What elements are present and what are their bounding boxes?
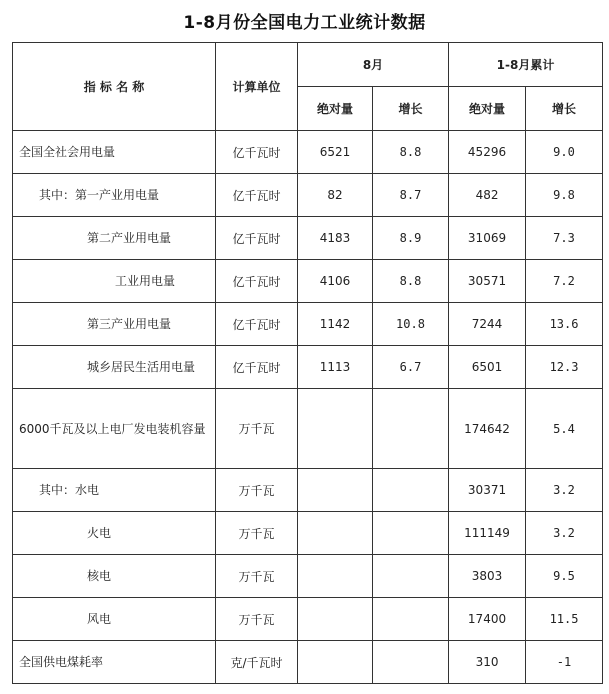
row-unit: 万千瓦 [216,389,298,469]
header-indicator: 指 标 名 称 [13,43,216,131]
row-cumulative-absolute: 6501 [449,346,526,389]
row-cumulative-growth: 9.0 [526,131,603,174]
row-month-growth: 8.8 [373,131,449,174]
row-name: 工业用电量 [13,260,216,303]
row-month-growth: 8.8 [373,260,449,303]
row-month-growth [373,512,449,555]
row-month-growth: 8.9 [373,217,449,260]
row-month-growth [373,641,449,684]
row-cumulative-growth: 9.8 [526,174,603,217]
table-row [13,389,603,469]
header-month-growth: 增长 [373,87,449,131]
row-cumulative-growth: 9.5 [526,555,603,598]
row-cumulative-absolute: 310 [449,641,526,684]
row-cumulative-absolute: 45296 [449,131,526,174]
row-cumulative-absolute: 30371 [449,469,526,512]
table-row [13,598,603,641]
row-month-growth: 8.7 [373,174,449,217]
header-cumulative-growth: 增长 [526,87,603,131]
row-cumulative-absolute: 30571 [449,260,526,303]
table-row [13,555,603,598]
row-month-absolute: 6521 [298,131,373,174]
table-row [13,512,603,555]
row-unit: 亿千瓦时 [216,131,298,174]
table-row [13,131,603,174]
row-month-growth: 6.7 [373,346,449,389]
row-month-absolute [298,641,373,684]
row-unit: 亿千瓦时 [216,303,298,346]
row-cumulative-absolute: 31069 [449,217,526,260]
row-month-absolute [298,512,373,555]
row-cumulative-absolute: 3803 [449,555,526,598]
row-month-absolute: 82 [298,174,373,217]
row-month-absolute: 4106 [298,260,373,303]
row-cumulative-growth: 12.3 [526,346,603,389]
table-row [13,641,603,684]
row-cumulative-growth: 13.6 [526,303,603,346]
row-cumulative-growth: 3.2 [526,512,603,555]
header-month-absolute: 绝对量 [298,87,373,131]
row-name: 全国全社会用电量 [13,131,216,174]
row-cumulative-growth: 3.2 [526,469,603,512]
row-unit: 万千瓦 [216,598,298,641]
row-month-absolute: 4183 [298,217,373,260]
row-month-growth [373,555,449,598]
row-cumulative-absolute: 174642 [449,389,526,469]
row-month-absolute [298,389,373,469]
table-row [13,260,603,303]
row-unit: 克/千瓦时 [216,641,298,684]
row-cumulative-growth: 7.3 [526,217,603,260]
row-month-absolute [298,469,373,512]
row-name: 第三产业用电量 [13,303,216,346]
row-unit: 亿千瓦时 [216,346,298,389]
table-row [13,217,603,260]
table-body [13,131,603,684]
row-cumulative-growth: -1 [526,641,603,684]
row-cumulative-growth: 11.5 [526,598,603,641]
row-month-absolute [298,598,373,641]
row-month-growth: 10.8 [373,303,449,346]
row-month-absolute: 1113 [298,346,373,389]
row-name: 其中：水电 [13,469,216,512]
row-name: 城乡居民生活用电量 [13,346,216,389]
row-month-growth [373,598,449,641]
table-header [13,43,603,131]
row-name: 风电 [13,598,216,641]
row-unit: 万千瓦 [216,512,298,555]
table-row [13,469,603,512]
row-name: 核电 [13,555,216,598]
row-cumulative-absolute: 111149 [449,512,526,555]
row-unit: 亿千瓦时 [216,260,298,303]
row-unit: 亿千瓦时 [216,174,298,217]
row-unit: 亿千瓦时 [216,217,298,260]
row-cumulative-absolute: 17400 [449,598,526,641]
header-cumulative-absolute: 绝对量 [449,87,526,131]
row-cumulative-growth: 7.2 [526,260,603,303]
header-month: 8月 [298,43,449,87]
table-row [13,346,603,389]
row-name: 火电 [13,512,216,555]
row-name: 其中：第一产业用电量 [13,174,216,217]
row-cumulative-growth: 5.4 [526,389,603,469]
row-month-absolute [298,555,373,598]
row-unit: 万千瓦 [216,555,298,598]
row-month-growth [373,389,449,469]
row-month-absolute: 1142 [298,303,373,346]
table-row [13,174,603,217]
row-cumulative-absolute: 7244 [449,303,526,346]
row-unit: 万千瓦 [216,469,298,512]
row-month-growth [373,469,449,512]
row-name: 6000千瓦及以上电厂发电装机容量 [13,389,216,469]
row-name: 全国供电煤耗率 [13,641,216,684]
statistics-table [12,42,603,684]
table-row [13,303,603,346]
row-name: 第二产业用电量 [13,217,216,260]
header-cumulative: 1-8月累计 [449,43,603,87]
header-unit: 计算单位 [216,43,298,131]
page-title: 1-8月份全国电力工业统计数据 [183,13,426,33]
row-cumulative-absolute: 482 [449,174,526,217]
